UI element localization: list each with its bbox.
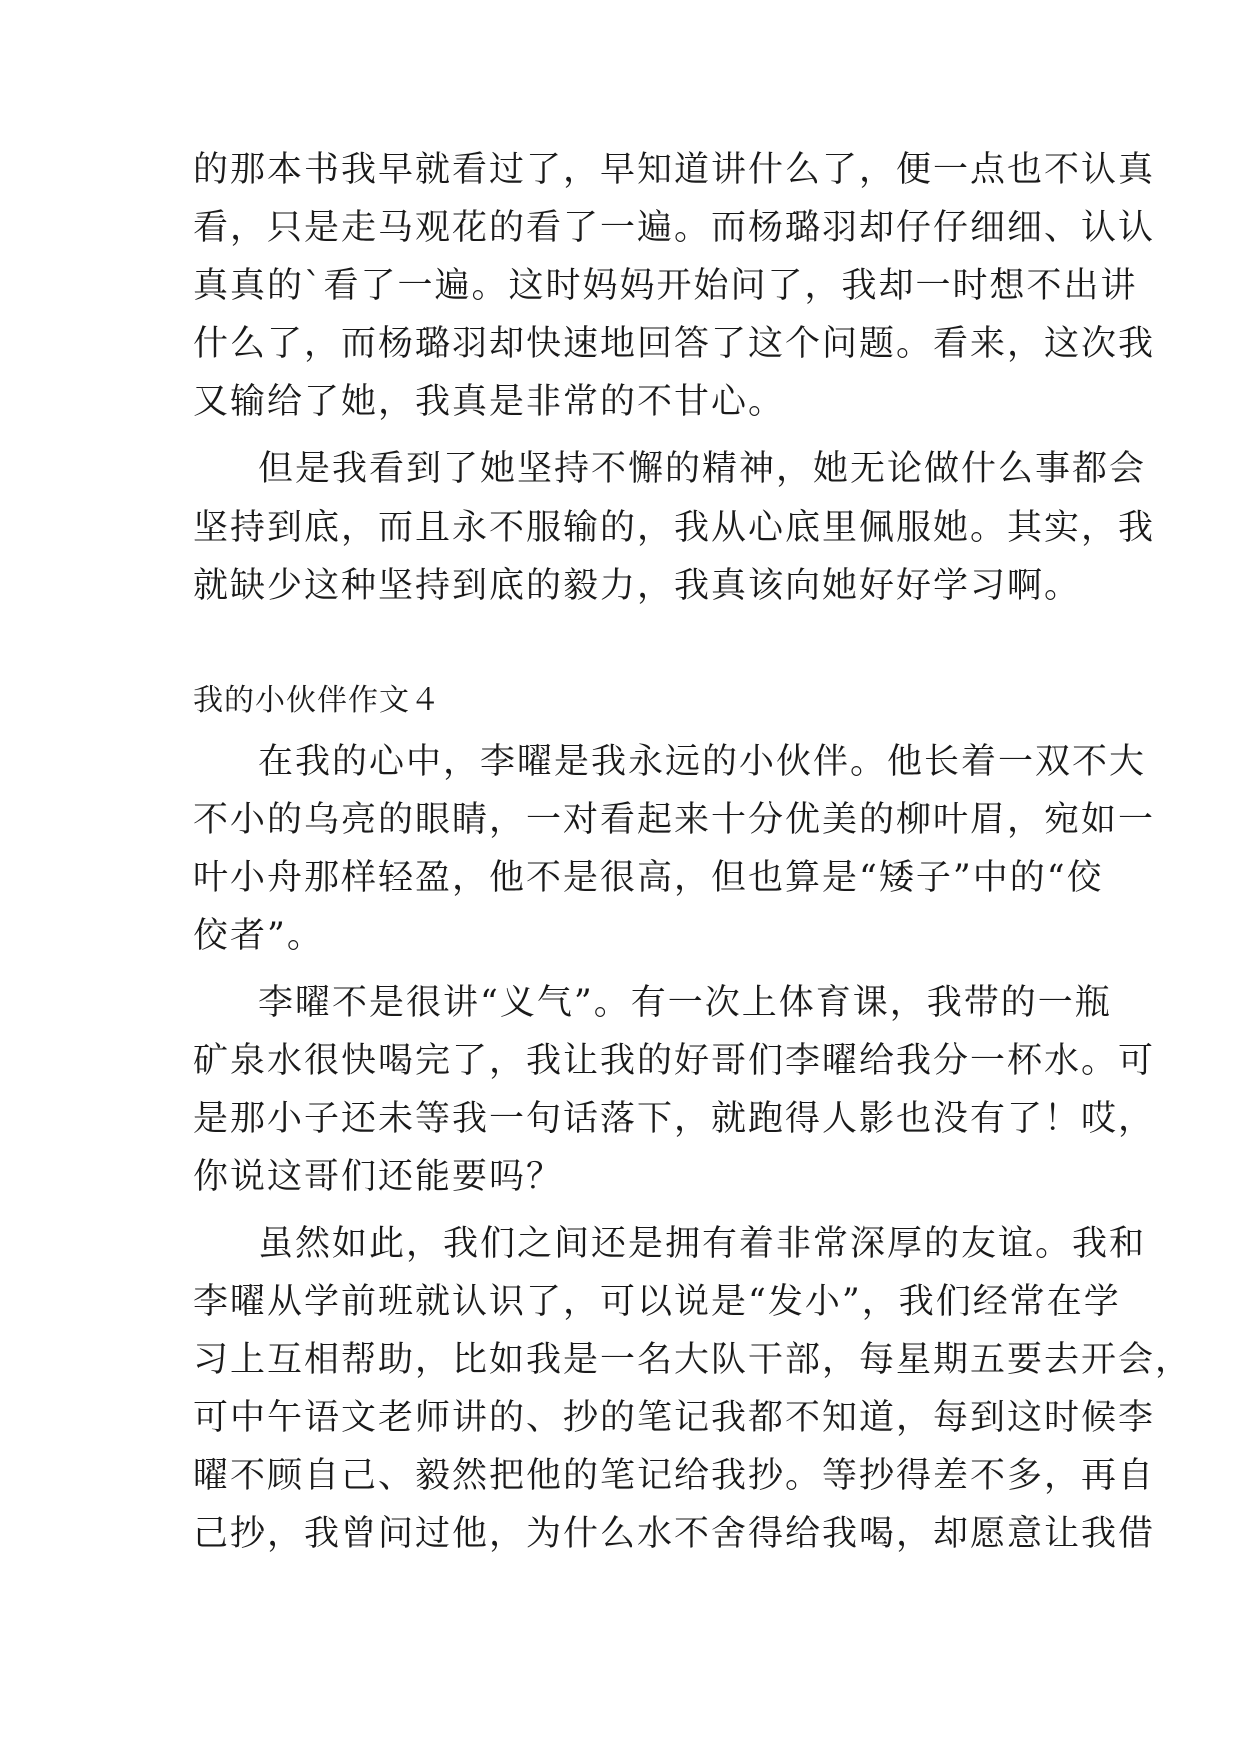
section-title: 我的小伙伴作文４	[193, 683, 441, 718]
text-line: 是那小子还未等我一句话落下，就跑得人影也没有了！哎，	[193, 1099, 1156, 1139]
text-line: 叶小舟那样轻盈，他不是很高，但也算是“矮子”中的“佼	[193, 858, 1104, 898]
text-line: 看，只是走马观花的看了一遍。而杨璐羽却仔仔细细、认认	[193, 208, 1156, 248]
text-line: 真真的`看了一遍。这时妈妈开始问了，我却一时想不出讲	[193, 266, 1138, 306]
text-line: 坚持到底，而且永不服输的，我从心底里佩服她。其实，我	[193, 508, 1156, 548]
text-line: 习上互相帮助，比如我是一名大队干部，每星期五要去开会，	[193, 1340, 1193, 1380]
text-line: 就缺少这种坚持到底的毅力，我真该向她好好学习啊。	[193, 566, 1082, 606]
text-line: 的那本书我早就看过了，早知道讲什么了，便一点也不认真	[193, 150, 1156, 190]
text-line: 曜不顾自己、毅然把他的笔记给我抄。等抄得差不多，再自	[193, 1456, 1156, 1496]
text-line: 你说这哥们还能要吗？	[193, 1157, 564, 1197]
text-line: 可中午语文老师讲的、抄的笔记我都不知道，每到这时候李	[193, 1398, 1156, 1438]
text-line: 李曜不是很讲“义气”。有一次上体育课，我带的一瓶	[258, 983, 1112, 1023]
text-line: 什么了，而杨璐羽却快速地回答了这个问题。看来，这次我	[193, 324, 1156, 364]
text-line: 不小的乌亮的眼睛，一对看起来十分优美的柳叶眉，宛如一	[193, 800, 1156, 840]
text-line: 己抄，我曾问过他，为什么水不舍得给我喝，却愿意让我借	[193, 1514, 1156, 1554]
text-line: 佼者”。	[193, 916, 324, 956]
text-line: 在我的心中，李曜是我永远的小伙伴。他长着一双不大	[258, 742, 1147, 782]
text-line: 但是我看到了她坚持不懈的精神，她无论做什么事都会	[258, 449, 1147, 489]
text-line: 李曜从学前班就认识了，可以说是“发小”，我们经常在学	[193, 1282, 1121, 1322]
text-line: 又输给了她，我真是非常的不甘心。	[193, 382, 786, 422]
text-line: 虽然如此，我们之间还是拥有着非常深厚的友谊。我和	[258, 1224, 1147, 1264]
text-line: 矿泉水很快喝完了，我让我的好哥们李曜给我分一杯水。可	[193, 1041, 1156, 1081]
